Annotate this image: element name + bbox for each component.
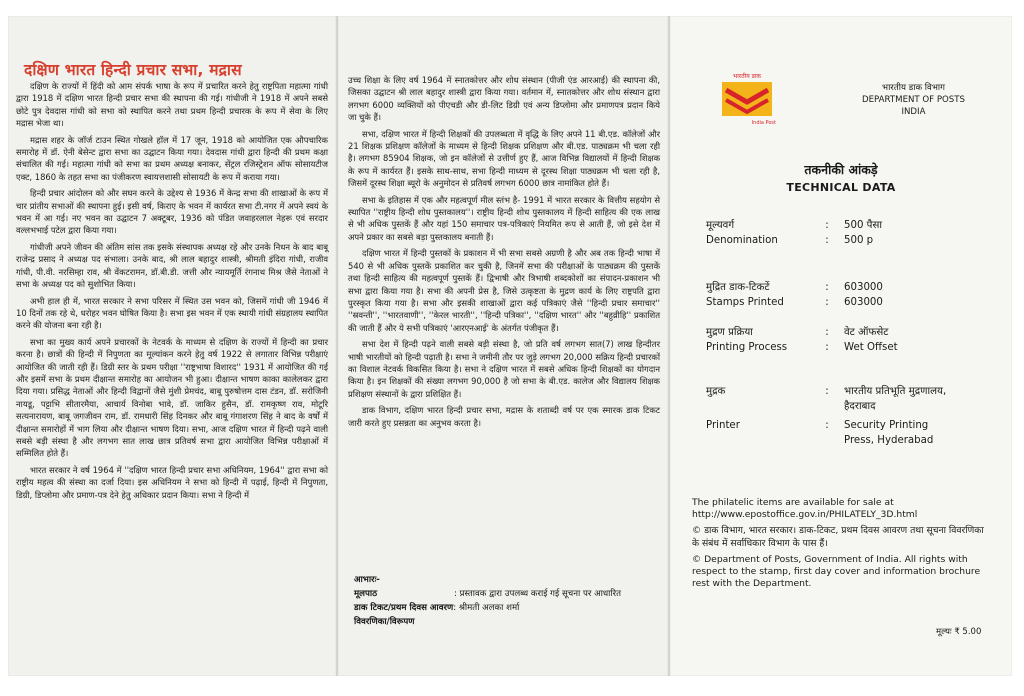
- ack-key: डाक टिकट/प्रथम दिवस आवरण: [354, 603, 454, 613]
- paragraph: अभी हाल ही में, भारत सरकार ने सभा परिसर में स्थित उस भवन को, जिसमें गांधी जी 1946 में 10 दिनों तक रहे थे, धरोहर भवन घोषित किया है। सभा इस भवन में एक स्थायी गांधी संग्रहालय स्थापित करने की योजना बना रही है।: [16, 295, 328, 331]
- spec-label-hindi: मुद्रित डाक-टिकटें: [706, 282, 770, 293]
- india-post-logo: [718, 72, 776, 128]
- technical-data-heading: TECHNICAL DATA: [786, 181, 896, 194]
- ack-row: [354, 601, 660, 615]
- spec-value: 603000: [844, 297, 883, 308]
- fold-line: [668, 16, 670, 676]
- philately-link[interactable]: http://www.epostoffice.gov.in/PHILATELY_3D.html: [692, 509, 918, 521]
- ack-key: मूलपाठ: [354, 589, 378, 599]
- ack-value: [454, 615, 660, 629]
- sale-note: The philatelic items are available for sale at: [692, 497, 894, 508]
- left-column-text: [16, 80, 328, 505]
- brochure-title: दक्षिण भारत हिन्दी प्रचार सभा, मद्रास: [24, 61, 242, 79]
- middle-column-text: [348, 74, 660, 433]
- ack-row: [354, 615, 660, 629]
- paragraph: सभा, दक्षिण भारत में हिन्दी शिक्षकों की उपलब्धता में वृद्धि के लिए अपने 11 बी.एड. कॉलेजों और 21 शिक्षक प्रशिक्षण कॉलेजों के माध्यम से हिन्दी शिक्षक प्रशिक्षण और बी.एड. पाठ्यक्रम भी चला रही है। लगभग 85904 शिक्षक, जो इन कॉलेजों से उत्तीर्ण हुए हैं, आज विभिन्न विद्यालयों में हिन्दी शिक्षक के रूप में कार्यरत हैं। इसके साथ-साथ, सभा हिन्दी माध्यम से दूरस्थ शिक्षा पाठ्यक्रम भी चला रही है, जिसमें दूरस्थ शिक्षा ब्यूरो के अनुमोदन से प्रतिवर्ष लगभग 6000 छात्र नामांकित होते हैं।: [348, 128, 660, 189]
- copyright-english: © Department of Posts, Government of India. All rights with respect to the stamp, first day cover and information brochure rest with the Department.: [692, 553, 981, 590]
- paragraph: हिन्दी प्रचार आंदोलन को और सघन करने के उद्देश्य से 1936 में केन्द्र सभा की शाखाओं के रूप में चार प्रांतीय सभाओं की स्थापना हुई। इसी वर्ष, किराए के भवन में कार्यरत सभा टी.नगर में अपने स्वयं के भवन में आ गई। नए भवन का उद्घाटन 7 अक्टूबर, 1936 को पंडित जवाहरलाल नेहरू एवं सरदार वल्लभभाई पटेल द्वारा किया गया।: [16, 188, 328, 236]
- logo-sub: India Post: [751, 120, 776, 126]
- spec-label: Printing Process: [706, 342, 788, 353]
- paragraph: दक्षिण के राज्यों में हिंदी को आम संपर्क भाषा के रूप में प्रचारित करने हेतु राष्ट्रपिता महात्मा गांधी द्वारा 1918 में दक्षिण भारत हिन्दी प्रचार सभा की स्थापना की गई। गांधीजी ने 1918 में अपने सबसे छोटे पुत्र देवदास गांधी को सभा को स्थापित करने तथा प्रथम हिन्दी प्रचारक के रूप में सेवा के लिए मद्रास भेजा था।: [16, 81, 328, 129]
- india-post-emblem-icon: [718, 80, 776, 120]
- spec-value-hindi: 500 पैसा: [844, 220, 882, 231]
- spec-label-hindi: मूल्यवर्ग: [706, 220, 735, 231]
- copyright-hindi: © डाक विभाग, भारत सरकार। डाक-टिकट, प्रथम दिवस आवरण तथा सूचना विवरणिका के संबंध में सर्वाधिकार विभाग के पास हैं।: [692, 525, 984, 549]
- spec-value: 500 p: [844, 235, 874, 246]
- paragraph: दक्षिण भारत में हिन्दी पुस्तकों के प्रकाशन में भी सभा सबसे अग्रणी है और अब तक हिन्दी भाषा में 540 से भी अधिक पुस्तकें प्रकाशित कर चुकी है, जिनमें सभा की परीक्षाओं के पाठ्यक्रम की पुस्तकें तथा हिन्दी साहित्य की महत्वपूर्ण पुस्तकें हैं। द्विभाषी और त्रिभाषी शब्दकोशों का संपादन-प्रकाशन भी सभा द्वारा किया गया है। सभा की अपनी प्रेस है, जिसे उत्कृष्टता के मुद्रण कार्य के लिए राष्ट्रपति द्वारा पुरस्कृत किया गया है। सभा और इसकी शाखाओं द्वारा कई पत्रिकाएं जैसे ''हिन्दी प्रचार समाचार'' ''स्रवन्ती'', ''भारतवाणी'', ''केरल भारती'', ''हिन्दी पत्रिका'', ''दक्षिण भारत'' और ''बहुव्रीहि'' प्रकाशित की जाती हैं और ये सभी पत्रिकाएं 'आरएनआई' के अंतर्गत पंजीकृत हैं।: [348, 248, 660, 333]
- philatelic-notes: [692, 497, 992, 594]
- spec-stamps-printed: मुद्रित डाक-टिकटें : 603000 Stamps Printed : 603000: [706, 280, 1006, 310]
- spec-label: Denomination: [706, 235, 778, 246]
- dept-hindi: भारतीय डाक विभाग: [882, 83, 945, 93]
- spec-label-hindi: मुद्रण प्रक्रिया: [706, 327, 753, 338]
- price-label: मूल्यः ₹ 5.00: [936, 627, 982, 637]
- spec-value-hindi: 603000: [844, 282, 883, 293]
- paragraph: सभा का मुख्य कार्य अपने प्रचारकों के नेटवर्क के माध्यम से दक्षिण के राज्यों में हिन्दी का प्रचार करना है। छात्रों की हिन्दी में निपुणता का मूल्यांकन करने हेतु वर्ष 1922 से लगातार विभिन्न परीक्षाएं आयोजित की जाती रही हैं। डिग्री स्तर के प्रथम परीक्षा ''राष्ट्रभाषा विशारद'' 1931 में आयोजित की गई और इसमें सभा के प्रथम दीक्षान्त समारोह का आयोजन भी हुआ। दीक्षान्त भाषण काका कालेलकर द्वारा दिया गया। प्रसिद्ध नेताओं और हिन्दी विद्वानों जैसे मुंशी प्रेमचंद, बाबू पुरुषोत्तम दास टंडन, डॉ. सरोजिनी नायडू, पट्टाभि सीतारमैया, आचार्य विनोबा भावे, डॉ. जाकिर हुसैन, डॉ. रामकृष्ण राव, मोटूरि सत्यनारायण, बाबू जगजीवन राम, डॉ. रामधारी सिंह दिनकर और बाबू गंगाशरण सिंह ने बाद के वर्षों में दीक्षान्त समारोहों में भाग लिया और दीक्षान्त भाषण दिया। सभा, आज दक्षिण भारत में हिन्दी पढ़ने वाली सबसे बड़ी संस्था है और लगभग सात लाख छात्र प्रतिवर्ष सभा द्वारा आयोजित विभिन्न परीक्षाओं में सम्मिलित होते हैं।: [16, 336, 328, 459]
- spec-value: Wet Offset: [844, 342, 898, 353]
- paragraph: मद्रास शहर के जॉर्ज टाउन स्थित गोखले हॉल में 17 जून, 1918 को आयोजित एक औपचारिक समारोह में डॉ. ऐनी बेसेन्ट द्वारा सभा का उद्घाटन किया गया। देवदास गांधी द्वारा हिन्दी की प्रथम कक्षा संचालित की गई। महात्मा गांधी को सभा का प्रथम अध्यक्ष बनाकर, सेंट्रल रजिस्ट्रेशन ऑफ सोसायटीज एक्ट, 1860 के तहत सभा का पंजीकरण स्वायत्तशासी सोसायटी के रूप में कराया गया।: [16, 134, 328, 182]
- paragraph: डाक विभाग, दक्षिण भारत हिन्दी प्रचार सभा, मद्रास के शताब्दी वर्ष पर एक स्मारक डाक टिकट जारी करते हुए प्रसन्नता का अनुभव करता है।: [348, 405, 660, 428]
- paragraph: उच्च शिक्षा के लिए वर्ष 1964 में स्नातकोत्तर और शोध संस्थान (पीजी एंड आरआई) की स्थापना की, जिसका उद्घाटन श्री लाल बहादुर शास्त्री द्वारा किया गया। वर्तमान में, स्नातकोत्तर और शोध संस्थान द्वारा लगभग 6000 व्यक्तियों को पीएचडी और डी-लिट डिग्री एवं अन्य डिप्लोमा और प्रमाणपत्र प्रदान किये जा चुके हैं।: [348, 75, 660, 123]
- acknowledgements: [354, 573, 660, 629]
- paragraph: भारत सरकार ने वर्ष 1964 में ''दक्षिण भारत हिन्दी प्रचार सभा अधिनियम, 1964'' द्वारा सभा को राष्ट्रीय महत्व की संस्था का दर्जा दिया। इस अधिनियम ने सभा को हिन्दी में पढ़ाई, हिन्दी में निपुणता, डिग्री, डिप्लोमा और प्रमाण-पत्र देने हेतु अधिकार प्रदान किया। सभा ने हिन्दी में: [16, 464, 328, 500]
- spec-value-hindi: भारतीय प्रतिभूति मुद्रणालय, हैदराबाद: [844, 386, 947, 412]
- spec-printer: मुद्रक : भारतीय प्रतिभूति मुद्रणालय, हैदराबाद Printer : Security Printing Press, Hyderabad: [706, 384, 1006, 448]
- paragraph: गांधीजी अपने जीवन की अंतिम सांस तक इसके संस्थापक अध्यक्ष रहे और उनके निधन के बाद बाबू राजेन्द्र प्रसाद ने अध्यक्ष पद संभाला। उनके बाद, श्री लाल बहादुर शास्त्री, श्रीमती इंदिरा गांधी, राजीव गांधी, पी.वी. नरसिम्हा राव, श्री वेंकटरामन, डॉ.बी.डी. जत्ती और न्यायमूर्ति रंगनाथ मिश्र जैसे नेताओं ने सभा के अध्यक्ष पद को सुशोभित किया।: [16, 241, 328, 290]
- ack-row: [354, 587, 660, 601]
- logo-caption: भारतीय डाक: [733, 73, 761, 80]
- spec-label: Printer: [706, 420, 740, 431]
- ack-heading: आभारः-: [354, 575, 380, 585]
- spec-printing-process: मुद्रण प्रक्रिया : वेट ऑफसेट Printing Process : Wet Offset: [706, 325, 1006, 355]
- technical-data-heading-hindi: तकनीकी आंकड़े: [804, 162, 878, 177]
- spec-label: Stamps Printed: [706, 297, 784, 308]
- dept-english: DEPARTMENT OF POSTS: [862, 95, 965, 105]
- paragraph: सभा के इतिहास में एक और महत्वपूर्ण मील स्तंभ है- 1991 में भारत सरकार के वित्तीय सहयोग से स्थापित ''राष्ट्रीय हिन्दी शोध पुस्तकालय''। राष्ट्रीय हिन्दी शोध पुस्तकालय में हिन्दी साहित्य की एक लाख से भी अधिक पुस्तकें हैं और यहां 150 समाचार पत्र-पत्रिकाएं नियमित रूप से आती हैं, जो इसे देश में अपने प्रकार का सबसे बड़ा पुस्तकालय बनाती हैं।: [348, 194, 660, 242]
- paragraph: सभा देश में हिन्दी पढ़ने वाली सबसे बड़ी संस्था है, जो प्रति वर्ष लगभग सात(7) लाख हिन्दीतर भाषी भारतीयों को हिन्दी पढ़ाती है। सभा ने जमीनी तौर पर जुड़े लगभग 20,000 सक्रिय हिन्दी प्रचारकों का विशाल नेटवर्क विकसित किया है। सभा ने दक्षिण भारत में सबसे अधिक हिन्दी शिक्षकों का योगदान किया है। इन शिक्षकों की संख्या लगभग 90,000 है जो सभा के बी.एड. कालेज और विद्यालय शिक्षक प्रशिक्षण संस्थानों के द्वारा प्रशिक्षित हैं।: [348, 339, 660, 399]
- ack-value: : प्रस्तावक द्वारा उपलब्ध कराई गई सूचना पर आधारित: [454, 589, 622, 599]
- ack-key: विवरणिका/विरूपण: [354, 617, 415, 627]
- ack-value: : श्रीमती अलका शर्मा: [453, 603, 520, 613]
- dept-english-country: INDIA: [901, 107, 926, 117]
- department-name: [862, 82, 965, 118]
- spec-label-hindi: मुद्रक: [706, 386, 726, 397]
- fold-line: [336, 16, 338, 676]
- spec-value: Security Printing Press, Hyderabad: [844, 420, 934, 446]
- spec-value-hindi: वेट ऑफसेट: [844, 327, 889, 338]
- spec-denomination: मूल्यवर्ग : 500 पैसा Denomination : 500 p: [706, 218, 1006, 248]
